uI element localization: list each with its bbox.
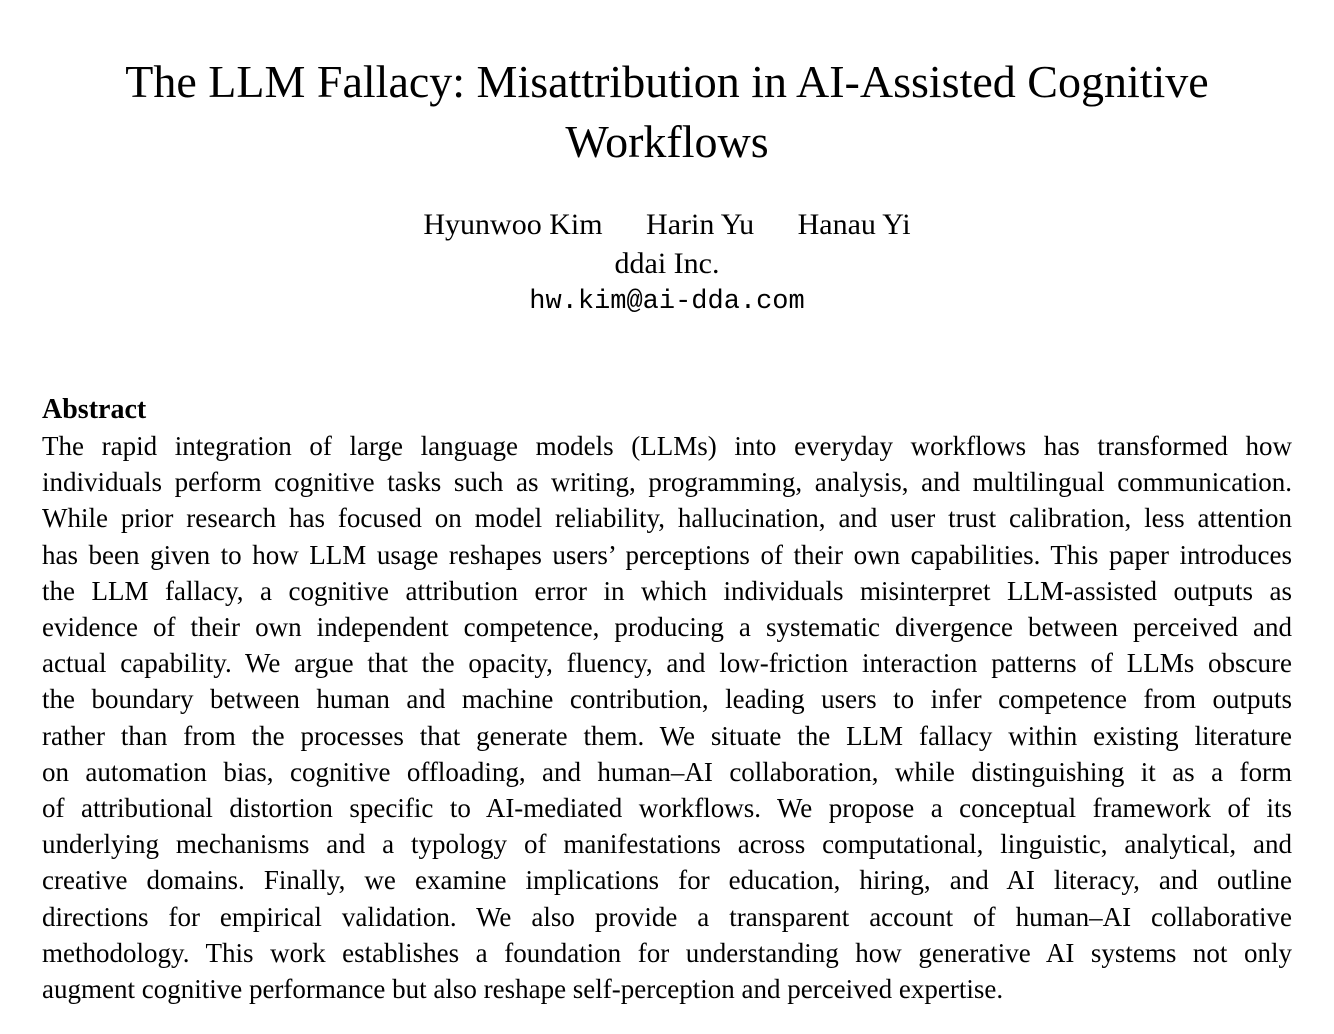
author-email: hw.kim@ai-dda.com	[529, 287, 805, 317]
abstract-line: the LLM fallacy, a cognitive attribution error in which individuals misinterpret LLM-assisted outputs as	[42, 575, 1292, 606]
abstract-line: creative domains. Finally, we examine implications for education, hiring, and AI literacy, and outline	[42, 865, 1292, 896]
abstract-line: The rapid integration of large language models (LLMs) into everyday workflows has transformed how	[42, 431, 1292, 461]
author-name: Hanau Yi	[797, 208, 911, 241]
abstract-line: directions for empirical validation. We also provide a transparent account of human–AI collaborative	[42, 901, 1292, 932]
abstract-line: methodology. This work establishes a foundation for understanding how generative AI systems not only	[42, 937, 1292, 968]
abstract-body	[42, 428, 1292, 1007]
abstract-line: individuals perform cognitive tasks such as writing, programming, analysis, and multilingual communication.	[42, 467, 1292, 498]
title-line-2: Workflows	[565, 116, 769, 167]
abstract-line: actual capability. We argue that the opacity, fluency, and low-friction interaction patterns of LLMs obscure	[42, 648, 1292, 679]
abstract-line: on automation bias, cognitive offloading, and human–AI collaboration, while distinguishing it as a form	[42, 756, 1292, 787]
abstract-line: has been given to how LLM usage reshapes users’ perceptions of their own capabilities. This paper introduces	[42, 539, 1292, 570]
affiliation: ddai Inc.	[614, 247, 720, 280]
abstract-line: the boundary between human and machine contribution, leading users to infer competence from outputs	[42, 684, 1292, 715]
author-name: Hyunwoo Kim	[423, 208, 603, 241]
paper-title	[0, 52, 1334, 172]
abstract-line: underlying mechanisms and a typology of manifestations across computational, linguistic, analytical, and	[42, 829, 1292, 860]
abstract-heading: Abstract	[42, 394, 147, 425]
author-name: Harin Yu	[646, 208, 755, 241]
abstract-line: While prior research has focused on model reliability, hallucination, and user trust calibration, less attention	[42, 503, 1292, 534]
abstract-line: evidence of their own independent competence, producing a systematic divergence between perceived and	[42, 612, 1292, 643]
title-line-1: The LLM Fallacy: Misattribution in AI-Assisted Cognitive	[125, 56, 1209, 107]
abstract-line: rather than from the processes that generate them. We situate the LLM fallacy within existing literature	[42, 720, 1292, 751]
abstract-line: augment cognitive performance but also reshape self-perception and perceived expertise.	[42, 974, 1004, 1005]
author-list	[0, 205, 1334, 245]
abstract-line: of attributional distortion specific to AI-mediated workflows. We propose a conceptual framework of its	[42, 793, 1292, 824]
